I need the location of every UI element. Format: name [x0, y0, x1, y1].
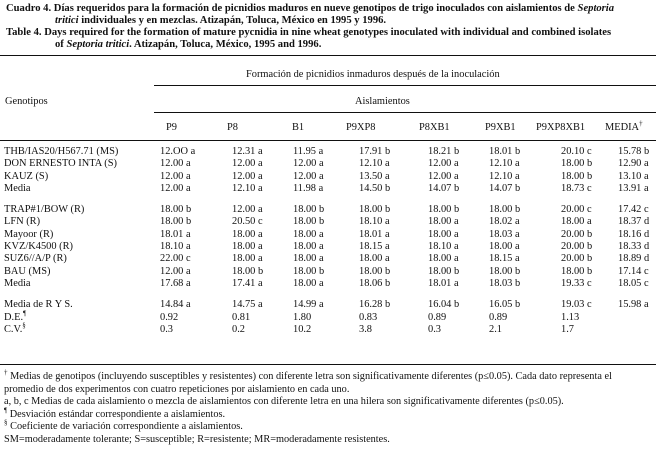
table-row [0, 312, 656, 324]
table-row [0, 171, 656, 183]
value-cell: 18.03 a [489, 228, 520, 240]
header-bottom-rule [0, 140, 656, 141]
value-cell: 18.02 a [489, 216, 520, 228]
value-cell: 18.00 a [359, 253, 390, 265]
value-cell: 18.00 b [489, 204, 521, 216]
table-row [0, 183, 656, 195]
value-cell: 3.8 [359, 323, 372, 335]
value-cell: 20.00 b [561, 241, 593, 253]
value-cell: 19.33 c [561, 277, 592, 289]
value-cell: 0.92 [160, 311, 179, 323]
value-cell: 14.50 b [359, 182, 391, 194]
col-header-p8: P8 [227, 122, 238, 133]
value-cell: 18.01 b [489, 146, 521, 157]
value-cell: 11.95 a [293, 146, 324, 157]
data-table [0, 146, 656, 336]
value-cell: 14.84 a [160, 299, 191, 311]
value-cell: 18.00 a [232, 228, 263, 240]
caption-label-en: Table 4. [6, 27, 42, 38]
value-cell: 15.78 b [618, 146, 650, 157]
value-cell: 20.50 c [232, 216, 263, 228]
value-cell: 18.00 b [428, 265, 460, 277]
table-caption [6, 3, 652, 51]
footnote-genotype-means-text: Medias de genotipos (incluyendo susceptibles y resistentes) con diferente letra son significativamente diferentes (p≤0.05). Cada dato representa el promedio de dos experimentos con cuatro repeticiones por aislamiento en cada uno. [4, 371, 612, 395]
value-cell: 12.00 a [232, 170, 263, 182]
value-cell: 18.89 d [618, 253, 650, 265]
value-cell: 10.2 [293, 323, 312, 335]
table-row [0, 204, 656, 216]
value-cell: 18.33 d [618, 241, 650, 253]
value-cell: 12.00 a [293, 158, 324, 170]
caption-species-en: Septoria tritici [66, 39, 130, 50]
genotype-name: SUZ6//A/P (R) [4, 253, 67, 265]
col-header-p9xp8xb1: P9XP8XB1 [536, 122, 586, 133]
value-cell [614, 324, 656, 336]
genotype-cell [0, 321, 156, 336]
value-cell: 18.05 c [618, 277, 649, 289]
value-cell: 12.00 a [428, 158, 459, 170]
value-cell: 14.07 b [489, 182, 521, 194]
value-cell: 18.01 a [428, 277, 459, 289]
table-row [0, 229, 656, 241]
genotype-name: LFN (R) [4, 216, 41, 228]
caption-english-cont [6, 39, 652, 51]
value-cell: 12.OO a [160, 146, 196, 157]
genotype-name: Mayoor (R) [4, 228, 54, 240]
value-cell: 14.99 a [293, 299, 324, 311]
value-cell: 20.00 b [561, 253, 593, 265]
value-cell: 17.68 a [160, 277, 191, 289]
table-row [0, 299, 656, 311]
value-cell: 17.91 b [359, 146, 391, 157]
footnote-pilcrow-mark: ¶ [4, 406, 8, 415]
value-cell: 18.00 a [428, 253, 459, 265]
value-cell: 18.73 c [561, 182, 592, 194]
value-cell: 18.00 b [561, 170, 593, 182]
value-cell: 12.00 a [160, 170, 191, 182]
table-row [0, 216, 656, 228]
header-supertitle: Formación de picnidios inmaduros después de la inoculación [246, 69, 500, 80]
value-cell: 18.00 a [561, 216, 592, 228]
header-columns-rule [154, 112, 656, 113]
media-footnote-mark: † [639, 119, 643, 128]
value-cell: 18.00 b [160, 216, 192, 228]
footnote-abbreviations: SM=moderadamente tolerante; S=susceptible; R=resistente; MR=moderadamente resistentes. [4, 433, 390, 445]
caption-species-es: Septoria [577, 3, 615, 14]
caption-text-en-b: of [55, 39, 64, 50]
value-cell: 18.06 b [359, 277, 391, 289]
genotype-cell [0, 278, 156, 290]
row-footnote-mark: ¶ [23, 309, 27, 318]
caption-label-es: Cuadro 4. [6, 3, 52, 14]
footnotes [4, 368, 650, 447]
value-cell: 0.81 [232, 311, 251, 323]
value-cell: 12.00 a [160, 182, 191, 194]
caption-species2-es: tritici [55, 15, 79, 26]
value-cell: 18.15 a [489, 253, 520, 265]
value-cell: 18.00 a [232, 241, 263, 253]
value-cell: 2.1 [489, 323, 502, 335]
value-cell: 1.7 [561, 323, 574, 335]
col-header-p9xb1: P9XB1 [485, 122, 516, 133]
row-spacer [0, 195, 656, 204]
value-cell: 18.00 a [428, 216, 459, 228]
value-cell [614, 312, 656, 324]
footnote-coef-var-text: Coeficiente de variación correspondiente a aislamientos. [7, 421, 243, 433]
footnote-section-mark: § [4, 418, 8, 427]
caption-text-es: Días requeridos para la formación de picnidios maduros en nueve genotipos de trigo inoculados con aislamientos de [53, 3, 575, 14]
col-header-b1: B1 [292, 122, 305, 133]
genotype-cell [0, 229, 156, 241]
value-cell: 12.00 a [232, 158, 263, 170]
value-cell: 1.13 [561, 311, 580, 323]
value-cell: 12.10 a [232, 182, 263, 194]
value-cell: 18.00 b [293, 216, 325, 228]
header-subrule [154, 85, 656, 86]
value-cell: 18.21 b [428, 146, 460, 157]
value-cell: 12.10 a [359, 158, 390, 170]
value-cell: 18.00 a [232, 253, 263, 265]
table-row [0, 158, 656, 170]
caption-text-en-c: . Atizapán, Toluca, México, 1995 and 1996. [129, 39, 322, 50]
value-cell: 0.89 [428, 311, 447, 323]
footnote-isolate-means: a, b, c Medias de cada aislamiento o mezcla de aislamientos con diferente letra en una hilera son significativamente diferentes (p≤0.05). [4, 396, 564, 408]
value-cell: 18.00 b [428, 204, 460, 216]
value-cell: 15.98 a [618, 299, 649, 311]
value-cell: 18.00 a [428, 228, 459, 240]
col-header-media-label: MEDIA [605, 122, 640, 133]
caption-text-es-b: individuales y en mezclas. Atizapán, Toluca, México en 1995 y 1996. [81, 15, 387, 26]
table-top-rule [0, 55, 656, 56]
genotype-cell [0, 183, 156, 195]
genotype-cell [0, 171, 156, 183]
value-cell: 18.00 b [561, 158, 593, 170]
value-cell: 18.00 b [489, 265, 521, 277]
genotype-name: Media [4, 277, 31, 289]
value-cell: 17.41 a [232, 277, 263, 289]
value-cell: 12.00 a [160, 158, 191, 170]
value-cell: 18.00 b [359, 204, 391, 216]
caption-text-en: Days required for the formation of mature pycnidia in nine wheat genotypes inoculated with individual and combined isolates [44, 27, 612, 38]
genotype-name: Media de R Y S. [4, 299, 73, 311]
table-row [0, 324, 656, 336]
value-cell: 18.10 a [428, 241, 459, 253]
genotype-cell [0, 158, 156, 170]
genotype-name: Media [4, 182, 31, 194]
table-row [0, 241, 656, 253]
value-cell: 18.00 b [293, 204, 325, 216]
value-cell: 18.00 a [293, 228, 324, 240]
value-cell: 20.00 b [561, 228, 593, 240]
genotype-name: BAU (MS) [4, 265, 51, 277]
caption-spanish-cont [6, 15, 652, 27]
value-cell: 18.00 a [293, 253, 324, 265]
value-cell: 12.90 a [618, 158, 649, 170]
genotype-name: D.E. [4, 311, 24, 323]
row-spacer [0, 290, 656, 299]
value-cell: 18.15 a [359, 241, 390, 253]
value-cell: 18.01 a [359, 228, 390, 240]
genotype-cell [0, 204, 156, 216]
value-cell: 18.00 b [160, 204, 192, 216]
value-cell: 16.04 b [428, 299, 460, 311]
footnote-genotype-means [4, 368, 650, 396]
value-cell: 0.83 [359, 311, 378, 323]
genotype-name: C.V. [4, 323, 23, 335]
value-cell: 18.16 d [618, 228, 650, 240]
value-cell: 18.00 b [293, 265, 325, 277]
value-cell: 12.00 a [232, 204, 263, 216]
table-row [0, 253, 656, 265]
value-cell: 18.37 d [618, 216, 650, 228]
value-cell: 16.05 b [489, 299, 521, 311]
value-cell: 12.10 a [489, 158, 520, 170]
value-cell: 18.00 a [489, 241, 520, 253]
footnote-std-dev-text: Desviación estándar correspondiente a aislamientos. [7, 408, 226, 420]
value-cell: 18.00 b [232, 265, 264, 277]
header-genotipos: Genotipos [5, 96, 48, 107]
genotype-cell [0, 266, 156, 278]
value-cell: 0.3 [160, 323, 173, 335]
col-header-p9: P9 [166, 122, 177, 133]
genotype-cell [0, 216, 156, 228]
spacer-cell [0, 195, 656, 204]
genotype-name: THB/IAS20/H567.71 (MS) [4, 146, 119, 157]
value-cell: 18.00 a [293, 241, 324, 253]
value-cell: 12.00 a [160, 265, 191, 277]
value-cell: 22.00 c [160, 253, 191, 265]
value-cell: 18.10 a [359, 216, 390, 228]
value-cell: 18.00 b [561, 265, 593, 277]
genotype-cell [0, 146, 156, 158]
genotype-name: KAUZ (S) [4, 170, 49, 182]
value-cell: 20.10 c [561, 146, 592, 157]
value-cell: 12.31 a [232, 146, 263, 157]
caption-spanish [6, 3, 652, 15]
genotype-cell [0, 253, 156, 265]
genotype-name: TRAP#1/BOW (R) [4, 204, 85, 216]
value-cell: 18.10 a [160, 241, 191, 253]
genotype-name: KVZ/K4500 (R) [4, 241, 73, 253]
footnote-dagger-mark: † [4, 368, 8, 377]
value-cell: 14.07 b [428, 182, 460, 194]
value-cell: 13.10 a [618, 170, 649, 182]
col-header-media [605, 119, 643, 134]
col-header-p8xb1: P8XB1 [419, 122, 450, 133]
value-cell: 17.42 c [618, 204, 649, 216]
value-cell: 18.03 b [489, 277, 521, 289]
value-cell: 0.3 [428, 323, 441, 335]
genotype-name: DON ERNESTO INTA (S) [4, 158, 117, 170]
caption-english [6, 27, 652, 39]
spacer-cell [0, 290, 656, 299]
table-row [0, 278, 656, 290]
value-cell: 12.00 a [428, 170, 459, 182]
value-cell: 19.03 c [561, 299, 592, 311]
value-cell: 12.10 a [489, 170, 520, 182]
value-cell: 16.28 b [359, 299, 391, 311]
value-cell: 0.89 [489, 311, 508, 323]
footnote-coef-var [4, 418, 650, 434]
value-cell: 1.80 [293, 311, 312, 323]
value-cell: 11.98 a [293, 182, 324, 194]
value-cell: 13.50 a [359, 170, 390, 182]
value-cell: 12.00 a [293, 170, 324, 182]
value-cell: 18.01 a [160, 228, 191, 240]
row-footnote-mark: § [22, 321, 26, 330]
value-cell: 13.91 a [618, 182, 649, 194]
value-cell: 17.14 c [618, 265, 649, 277]
value-cell: 0.2 [232, 323, 245, 335]
header-aislamientos: Aislamientos [355, 96, 410, 107]
table-bottom-rule [0, 364, 656, 365]
table-row [0, 266, 656, 278]
value-cell: 14.75 a [232, 299, 263, 311]
genotype-cell [0, 241, 156, 253]
value-cell: 18.00 a [293, 277, 324, 289]
value-cell: 20.00 c [561, 204, 592, 216]
footnote-std-dev [4, 406, 650, 422]
value-cell: 18.00 b [359, 265, 391, 277]
col-header-p9xp8: P9XP8 [346, 122, 376, 133]
table-row [0, 146, 656, 158]
